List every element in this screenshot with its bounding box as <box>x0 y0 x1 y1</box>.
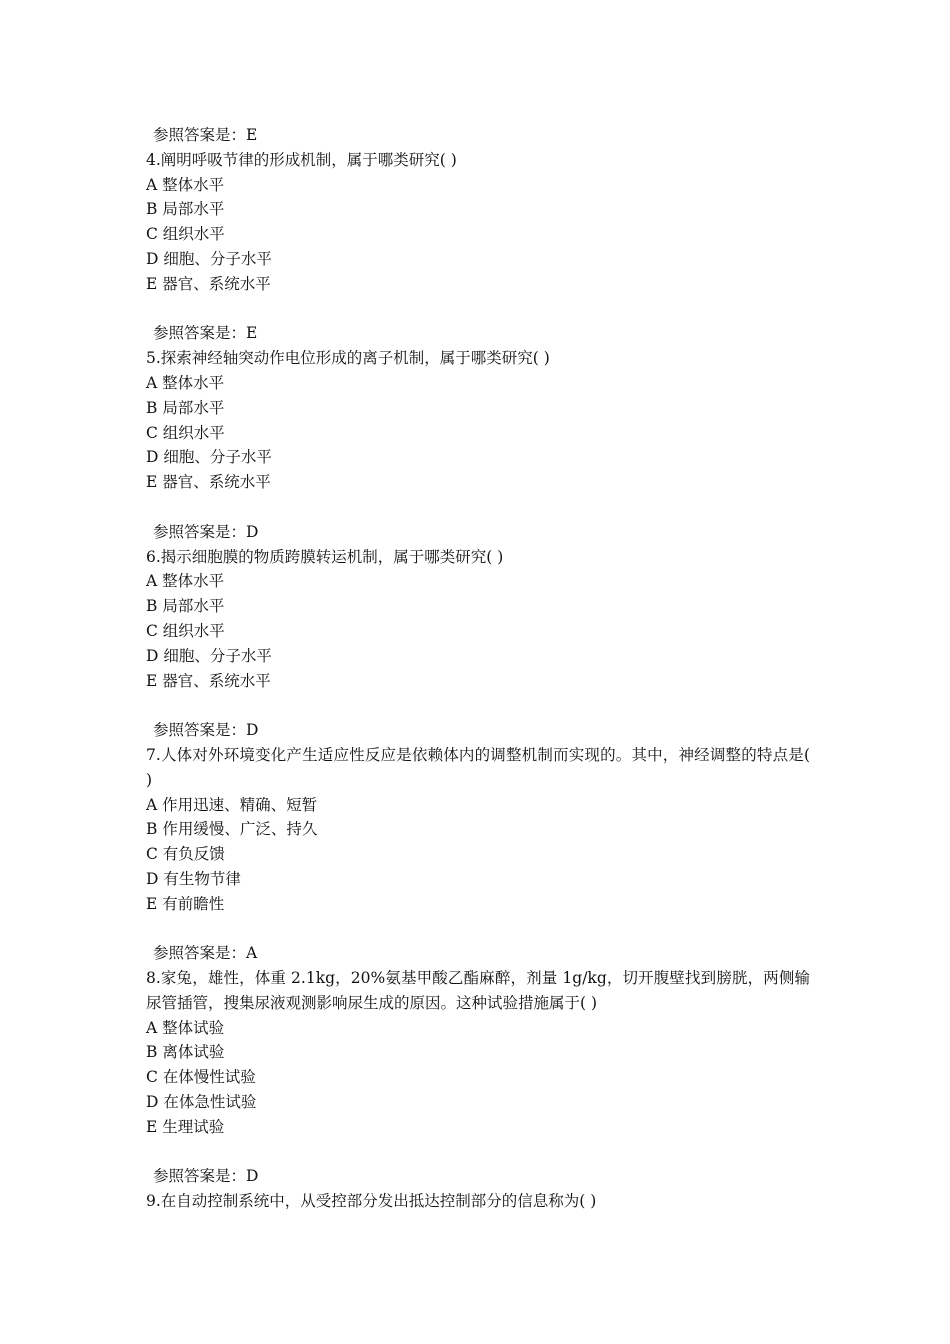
question-block <box>146 520 810 718</box>
question-block <box>146 1164 810 1214</box>
option-d: D 有生物节律 <box>146 869 241 888</box>
option-b: B 局部水平 <box>146 597 225 616</box>
spacer <box>146 1140 810 1165</box>
spacer <box>146 495 810 520</box>
option-e: E 器官、系统水平 <box>146 274 271 293</box>
question-block <box>146 718 810 941</box>
option-a: A 整体水平 <box>146 373 225 392</box>
option-e: E 有前瞻性 <box>146 894 225 913</box>
question-block <box>146 321 810 519</box>
reference-answer: 参照答案是：E <box>153 126 258 144</box>
option-c: C 组织水平 <box>146 225 225 244</box>
option-c: C 在体慢性试验 <box>146 1068 256 1087</box>
question-text: 8.家兔，雄性，体重 2.1kg，20%氨基甲酸乙酯麻醉，剂量 1g/kg，切开腹壁找到膀胱，两侧输尿管插管，搜集尿液观测影响尿生成的原因。这种试验措施属于( ) <box>146 969 810 1012</box>
question-text: 5.探索神经轴突动作电位形成的离子机制，属于哪类研究( ) <box>146 349 550 368</box>
reference-answer: 参照答案是：E <box>153 324 258 343</box>
document-page <box>146 123 810 1214</box>
question-text: 4.阐明呼吸节律的形成机制，属于哪类研究( ) <box>146 150 457 169</box>
option-c: C 组织水平 <box>146 423 225 442</box>
question-block <box>146 941 810 1164</box>
option-b: B 离体试验 <box>146 1043 225 1062</box>
option-b: B 局部水平 <box>146 398 225 417</box>
reference-answer: 参照答案是：A <box>153 944 258 963</box>
option-d: D 细胞、分子水平 <box>146 249 272 268</box>
option-e: E 器官、系统水平 <box>146 671 271 690</box>
option-d: D 在体急性试验 <box>146 1093 257 1112</box>
spacer <box>146 297 810 322</box>
option-a: A 整体水平 <box>146 572 225 591</box>
question-text: 6.揭示细胞膜的物质跨膜转运机制，属于哪类研究( ) <box>146 547 504 566</box>
option-d: D 细胞、分子水平 <box>146 448 272 467</box>
option-a: A 整体试验 <box>146 1018 225 1037</box>
option-b: B 作用缓慢、广泛、持久 <box>146 820 318 839</box>
reference-answer: 参照答案是：D <box>153 721 259 740</box>
option-c: C 组织水平 <box>146 621 225 640</box>
reference-answer: 参照答案是：D <box>153 1167 259 1186</box>
option-a: A 作用迅速、精确、短暂 <box>146 795 318 814</box>
option-a: A 整体水平 <box>146 175 225 194</box>
question-text: 7.人体对外环境变化产生适应性反应是依赖体内的调整机制而实现的。其中，神经调整的特点是( ) <box>146 745 810 789</box>
question-block <box>146 123 810 321</box>
option-b: B 局部水平 <box>146 200 225 219</box>
spacer <box>146 917 810 942</box>
spacer <box>146 693 810 718</box>
option-c: C 有负反馈 <box>146 845 225 864</box>
reference-answer: 参照答案是：D <box>153 522 259 541</box>
question-text: 9.在自动控制系统中，从受控部分发出抵达控制部分的信息称为( ) <box>146 1192 597 1211</box>
option-d: D 细胞、分子水平 <box>146 646 272 665</box>
option-e: E 生理试验 <box>146 1117 225 1136</box>
option-e: E 器官、系统水平 <box>146 473 271 492</box>
